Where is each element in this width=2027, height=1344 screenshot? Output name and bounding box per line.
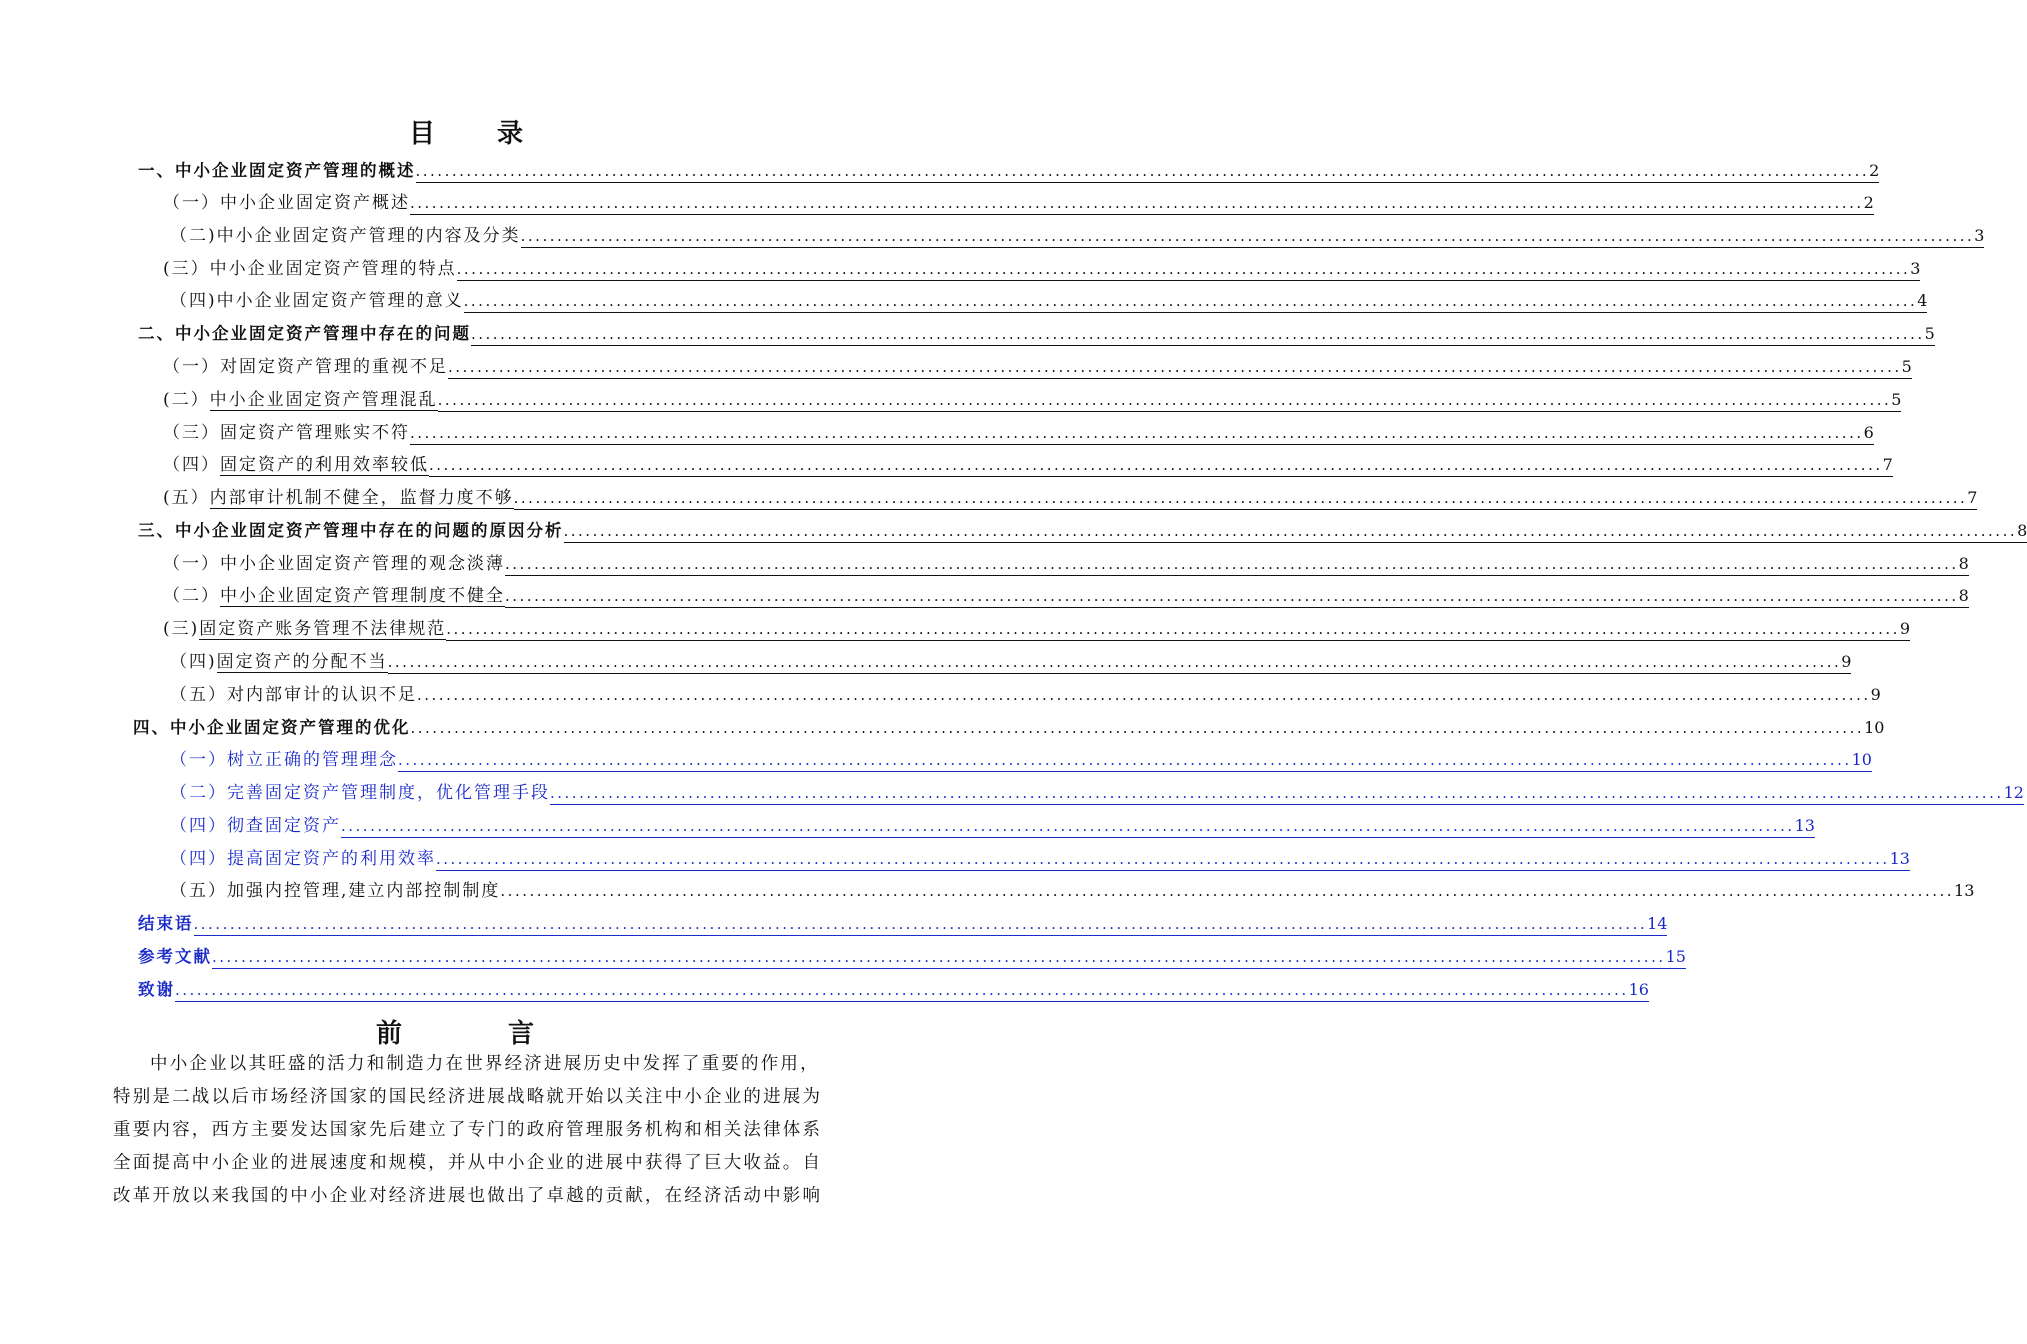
toc-dot-leader: ........................................................................................................................................................................................................	[471, 323, 1925, 346]
toc-page-number: 3	[1974, 225, 1984, 248]
toc-dot-leader: ........................................................................................................................................................................................................	[500, 882, 1955, 900]
preface-paragraph	[113, 1048, 861, 1213]
toc-entry[interactable]	[170, 221, 1985, 251]
toc-dot-leader: ........................................................................................................................................................................................................	[505, 553, 1959, 576]
toc-page-number: 10	[1852, 749, 1872, 772]
toc-entry-number: 四、	[133, 718, 170, 737]
toc-entry[interactable]	[170, 647, 1852, 677]
toc-entry[interactable]	[163, 418, 1874, 448]
toc-dot-leader: ........................................................................................................................................................................................................	[388, 651, 1842, 674]
toc-entry-label	[170, 286, 464, 316]
preface-title: 前 言	[375, 1019, 574, 1049]
toc-entry[interactable]	[163, 581, 1969, 611]
toc-page-number: 13	[1954, 881, 1975, 900]
toc-entry-text: 中小企业固定资产管理中存在的问题	[175, 324, 471, 343]
toc-entry-number: (五）	[163, 488, 210, 508]
toc-entry-label	[163, 581, 505, 611]
toc-dot-leader: ........................................................................................................................................................................................................	[464, 290, 1918, 313]
toc-entry-number: （四）	[163, 455, 220, 475]
toc-entry[interactable]	[163, 188, 1874, 218]
toc-entry-text: 参考文献	[138, 947, 212, 966]
toc-entry[interactable]	[163, 254, 1921, 284]
toc-entry-label	[133, 713, 411, 743]
toc-dot-leader: ........................................................................................................................................................................................................	[417, 686, 1871, 704]
toc-page-number: 8	[2017, 520, 2027, 543]
toc-page-number: 13	[1890, 848, 1910, 871]
toc-entry[interactable]	[138, 942, 1686, 972]
toc-dot-leader: ........................................................................................................................................................................................................	[514, 487, 1968, 510]
toc-entry-number: （二）	[170, 783, 227, 803]
toc-page-number: 7	[1967, 487, 1977, 510]
toc-entry[interactable]	[163, 614, 1911, 644]
toc-entry[interactable]	[170, 778, 2024, 808]
toc-entry-label	[138, 909, 194, 939]
toc-page-number: 13	[1795, 815, 1815, 838]
toc-entry-text: 固定资产的分配不当	[216, 652, 388, 672]
toc-entry[interactable]	[133, 713, 1885, 743]
toc-dot-leader: ........................................................................................................................................................................................................	[550, 782, 2004, 805]
toc-entry-label	[163, 188, 410, 218]
toc-entry[interactable]	[138, 909, 1668, 939]
toc-dot-leader: ........................................................................................................................................................................................................	[457, 258, 1911, 281]
toc-entry-number: （四)	[170, 291, 217, 311]
toc-entry-text: 中小企业固定资产管理的概述	[175, 161, 416, 180]
toc-entry-text: 树立正确的管理理念	[227, 750, 398, 770]
toc-entry-number: （四）	[170, 816, 227, 836]
toc-dot-leader: ........................................................................................................................................................................................................	[410, 422, 1864, 445]
toc-entry-number: （四）	[170, 849, 227, 869]
toc-entry-label	[138, 942, 212, 972]
toc-page-number: 9	[1841, 651, 1851, 674]
toc-entry-text: 结束语	[138, 914, 194, 933]
toc-entry-text: 中小企业固定资产管理的观念淡薄	[220, 554, 505, 574]
toc-page-number: 8	[1959, 553, 1969, 576]
toc-entry-number: 三、	[138, 521, 175, 540]
toc-entry-label	[170, 647, 388, 677]
toc-dot-leader: ........................................................................................................................................................................................................	[448, 356, 1902, 379]
toc-entry[interactable]	[163, 450, 1893, 480]
toc-entry-label	[138, 156, 416, 186]
toc-entry-text: 对内部审计的认识不足	[227, 685, 417, 705]
toc-entry[interactable]	[170, 745, 1872, 775]
toc-page-number: 12	[2004, 782, 2024, 805]
toc-page-number: 16	[1629, 979, 1649, 1002]
toc-entry-label	[170, 811, 341, 841]
toc-entry-text: 中小企业固定资产概述	[220, 193, 410, 213]
toc-dot-leader: ........................................................................................................................................................................................................	[564, 520, 2018, 543]
toc-page-number: 8	[1959, 585, 1969, 608]
toc-entry[interactable]	[163, 352, 1912, 382]
toc-entry-label	[170, 680, 417, 710]
toc-page-number: 2	[1869, 160, 1879, 183]
toc-entry-label	[170, 221, 521, 251]
toc-dot-leader: ........................................................................................................................................................................................................	[438, 389, 1892, 412]
toc-entry-label	[170, 876, 500, 906]
toc-entry-text: 中小企业固定资产管理的意义	[216, 291, 464, 311]
toc-entry-number: (三)	[163, 619, 200, 639]
toc-entry-text: 中小企业固定资产管理制度不健全	[220, 586, 505, 606]
toc-entry[interactable]	[170, 811, 1815, 841]
toc-dot-leader: ........................................................................................................................................................................................................	[341, 815, 1795, 838]
toc-entry-label	[138, 975, 175, 1005]
toc-entry[interactable]	[138, 319, 1935, 349]
toc-entry[interactable]	[138, 975, 1649, 1005]
toc-entry-text: 完善固定资产管理制度，优化管理手段	[227, 783, 550, 803]
preface-line: 特别是二战以后市场经济国家的国民经济进展战略就开始以关注中小企业的进展为	[113, 1087, 823, 1107]
toc-entry[interactable]	[170, 680, 1881, 710]
preface-line: 中小企业以其旺盛的活力和制造力在世界经济进展历史中发挥了重要的作用，	[150, 1054, 820, 1074]
toc-page-number: 7	[1883, 454, 1893, 477]
toc-dot-leader: ........................................................................................................................................................................................................	[212, 946, 1666, 969]
toc-dot-leader: ........................................................................................................................................................................................................	[416, 160, 1870, 183]
toc-page-number: 6	[1864, 422, 1874, 445]
toc-entry-number: （五）	[170, 685, 227, 705]
toc-page-number: 9	[1870, 685, 1881, 704]
toc-entry-number: （一）	[163, 357, 220, 377]
toc-entry-label	[138, 516, 564, 546]
toc-entry-label	[163, 418, 410, 448]
toc-entry-number: （五）	[170, 881, 227, 901]
toc-entry-number: 一、	[138, 161, 175, 180]
toc-entry-number: 二、	[138, 324, 175, 343]
toc-page-number: 10	[1864, 718, 1885, 737]
toc-entry-label	[163, 549, 505, 579]
toc-entry-number: （一）	[163, 554, 220, 574]
toc-entry[interactable]	[170, 286, 1928, 316]
toc-dot-leader: ........................................................................................................................................................................................................	[505, 585, 1959, 608]
toc-entry-label	[163, 614, 446, 644]
toc-entry-text: 固定资产管理账实不符	[220, 423, 410, 443]
toc-entry-text: 中小企业固定资产管理中存在的问题的原因分析	[175, 521, 564, 540]
toc-page-number: 3	[1910, 258, 1920, 281]
toc-entry-text: 致谢	[138, 980, 175, 999]
toc-entry-label	[170, 778, 550, 808]
toc-dot-leader: ........................................................................................................................................................................................................	[398, 749, 1852, 772]
toc-entry-label	[170, 844, 436, 874]
toc-entry-text: 固定资产账务管理不法律规范	[199, 619, 447, 639]
toc-dot-leader: ........................................................................................................................................................................................................	[194, 913, 1648, 936]
toc-entry[interactable]	[170, 844, 1910, 874]
toc-entry[interactable]	[163, 385, 1902, 415]
preface-line: 全面提高中小企业的进展速度和规模，并从中小企业的进展中获得了巨大收益。自	[113, 1153, 823, 1173]
toc-dot-leader: ........................................................................................................................................................................................................	[429, 454, 1883, 477]
toc-page-number: 4	[1917, 290, 1927, 313]
toc-entry[interactable]	[170, 876, 1975, 906]
toc-dot-leader: ........................................................................................................................................................................................................	[436, 848, 1890, 871]
toc-entry-label	[163, 385, 438, 415]
toc-entry[interactable]	[163, 549, 1969, 579]
toc-entry-label	[163, 352, 448, 382]
toc-entry-number: (二）	[163, 390, 210, 410]
toc-page-number: 5	[1891, 389, 1901, 412]
toc-entry-label	[163, 483, 514, 513]
preface-line: 重要内容，西方主要发达国家先后建立了专门的政府管理服务机构和相关法律体系	[113, 1120, 823, 1140]
toc-entry-label	[163, 450, 429, 480]
toc-dot-leader: ........................................................................................................................................................................................................	[446, 618, 1900, 641]
toc-entry-number: （四)	[170, 652, 217, 672]
preface-line: 改革开放以来我国的中小企业对经济进展也做出了卓越的贡献，在经济活动中影响	[113, 1186, 823, 1206]
toc-title: 目 录	[408, 119, 541, 149]
toc-page-number: 5	[1925, 323, 1935, 346]
toc-entry-text: 提高固定资产的利用效率	[227, 849, 436, 869]
toc-entry[interactable]	[138, 156, 1880, 186]
toc-entry-text: 中小企业固定资产管理混乱	[209, 390, 438, 410]
toc-entry-text: 中小企业固定资产管理的优化	[170, 718, 411, 737]
toc-entry-text: 内部审计机制不健全，监督力度不够	[209, 488, 514, 508]
toc-entry-number: （二）	[163, 586, 220, 606]
toc-dot-leader: ........................................................................................................................................................................................................	[410, 719, 1865, 737]
toc-page-number: 9	[1900, 618, 1910, 641]
toc-entry-text: 对固定资产管理的重视不足	[220, 357, 448, 377]
toc-entry-text: 中小企业固定资产管理的内容及分类	[216, 226, 521, 246]
toc-entry-text: 中小企业固定资产管理的特点	[209, 259, 457, 279]
toc-entry-number: （一）	[170, 750, 227, 770]
toc-entry-text: 彻查固定资产	[227, 816, 341, 836]
toc-page-number: 15	[1666, 946, 1686, 969]
toc-entry-label	[170, 745, 398, 775]
toc-dot-leader: ........................................................................................................................................................................................................	[175, 979, 1629, 1002]
toc-dot-leader: ........................................................................................................................................................................................................	[521, 225, 1975, 248]
toc-dot-leader: ........................................................................................................................................................................................................	[410, 192, 1864, 215]
toc-entry[interactable]	[138, 516, 2027, 546]
toc-entry-number: （二)	[170, 226, 217, 246]
toc-entry-number: (三）	[163, 259, 210, 279]
toc-page-number: 2	[1864, 192, 1874, 215]
toc-entry-text: 加强内控管理,建立内部控制制度	[227, 881, 501, 901]
toc-entry[interactable]	[163, 483, 1978, 513]
toc-entry-number: （一）	[163, 193, 220, 213]
toc-page-number: 14	[1647, 913, 1667, 936]
toc-page-number: 5	[1902, 356, 1912, 379]
toc-entry-label	[163, 254, 457, 284]
toc-entry-text: 固定资产的利用效率较低	[220, 455, 429, 475]
toc-entry-label	[138, 319, 471, 349]
toc-entry-number: （三）	[163, 423, 220, 443]
